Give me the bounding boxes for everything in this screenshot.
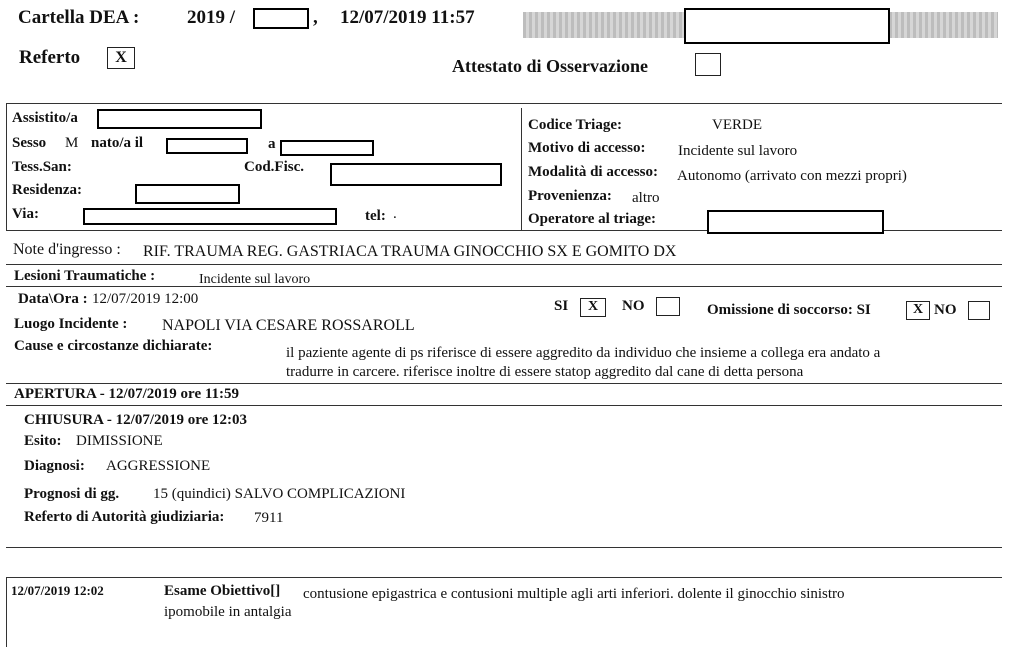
sesso-label: Sesso <box>12 135 47 151</box>
divider-chiusura-bottom <box>6 547 1002 548</box>
no-checkbox[interactable] <box>656 297 680 316</box>
cartella-year: 2019 / <box>187 7 236 28</box>
lesioni-value: Incidente sul lavoro <box>199 272 311 287</box>
redacted-birthdate <box>166 138 248 154</box>
referto-autorita-label: Referto di Autorità giudiziaria: <box>24 509 225 525</box>
prognosi-label: Prognosi di gg. <box>24 486 120 502</box>
exam-top-border <box>6 577 1002 578</box>
note-ingresso-label: Note d'ingresso : <box>13 241 121 258</box>
divider-lesioni <box>6 286 1002 287</box>
omissione-si-checkbox[interactable]: X <box>906 301 930 320</box>
si-checkbox[interactable]: X <box>580 298 606 317</box>
codfisc-label: Cod.Fisc. <box>244 159 304 175</box>
redacted-codfisc <box>330 163 502 186</box>
codice-triage-label: Codice Triage: <box>528 117 623 133</box>
omissione-no-label: NO <box>934 302 957 318</box>
omissione-no-checkbox[interactable] <box>968 301 990 320</box>
redacted-operatore <box>707 210 884 234</box>
attestato-checkbox[interactable] <box>695 53 721 76</box>
redacted-header-field <box>684 8 890 44</box>
cartella-separator: , <box>313 7 318 28</box>
tel-label: tel: <box>365 208 386 224</box>
tessera-label: Tess.San: <box>12 159 72 175</box>
motivo-value: Incidente sul lavoro <box>678 143 798 159</box>
dataora-label: Data\Ora : <box>18 291 88 307</box>
divider-note <box>6 264 1002 265</box>
apertura-label: APERTURA - 12/07/2019 ore 11:59 <box>14 386 240 402</box>
esito-value: DIMISSIONE <box>76 433 163 449</box>
luogo-nascita-label: a <box>268 136 276 152</box>
luogo-incidente-label: Luogo Incidente : <box>14 316 128 332</box>
tel-value: . <box>393 206 397 222</box>
chiusura-label: CHIUSURA - 12/07/2019 ore 12:03 <box>24 412 248 428</box>
codice-triage-value: VERDE <box>712 117 762 133</box>
referto-label: Referto <box>19 47 81 68</box>
redacted-assistito <box>97 109 262 129</box>
redacted-residenza <box>135 184 240 204</box>
referto-checkbox[interactable]: X <box>107 47 135 69</box>
box-divider <box>521 108 522 230</box>
box-left-border <box>6 103 7 230</box>
modalita-value: Autonomo (arrivato con mezzi propri) <box>677 168 907 184</box>
cause-line-2: tradurre in carcere. riferisce inoltre di essere statop aggredito dal cane di detta persona <box>286 364 804 380</box>
sesso-value: M <box>65 135 79 151</box>
cause-line-1: il paziente agente di ps riferisce di essere aggredito da individuo che insieme a collega era andato a <box>286 345 881 361</box>
exam-text-line-1: contusione epigastrica e contusioni multiple agli arti inferiori. dolente il ginocchio sinistro <box>303 586 845 602</box>
lesioni-label: Lesioni Traumatiche : <box>14 268 156 284</box>
exam-datetime: 12/07/2019 12:02 <box>11 583 104 598</box>
dataora-value: 12/07/2019 12:00 <box>92 291 199 307</box>
diagnosi-label: Diagnosi: <box>24 458 85 474</box>
modalita-label: Modalità di accesso: <box>528 164 658 180</box>
via-label: Via: <box>12 206 39 222</box>
exam-left-border <box>6 577 7 647</box>
box-top-border <box>6 103 1002 104</box>
prognosi-value: 15 (quindici) SALVO COMPLICAZIONI <box>153 486 406 502</box>
referto-autorita-value: 7911 <box>254 510 284 526</box>
motivo-label: Motivo di accesso: <box>528 140 646 156</box>
exam-text-line-2: ipomobile in antalgia <box>164 604 292 620</box>
assistito-label: Assistito/a <box>12 110 78 126</box>
note-ingresso-value: RIF. TRAUMA REG. GASTRIACA TRAUMA GINOCCHIO SX E GOMITO DX <box>143 243 677 260</box>
redacted-via <box>83 208 337 225</box>
cartella-label: Cartella DEA : <box>18 7 140 28</box>
redacted-birthplace <box>280 140 374 156</box>
nato-label: nato/a il <box>91 135 144 151</box>
exam-title: Esame Obiettivo[] <box>164 583 281 599</box>
luogo-incidente-value: NAPOLI VIA CESARE ROSSAROLL <box>162 317 415 334</box>
cartella-datetime: 12/07/2019 11:57 <box>340 7 475 28</box>
attestato-label: Attestato di Osservazione <box>452 56 648 76</box>
provenienza-value: altro <box>632 190 660 206</box>
diagnosi-value: AGGRESSIONE <box>106 458 211 474</box>
redacted-cartella-number <box>253 8 309 29</box>
operatore-label: Operatore al triage: <box>528 211 657 227</box>
divider-apertura-bottom <box>6 405 1002 406</box>
omissione-label: Omissione di soccorso: SI <box>707 302 871 318</box>
no-label: NO <box>622 298 645 314</box>
cause-label: Cause e circostanze dichiarate: <box>14 338 213 354</box>
esito-label: Esito: <box>24 433 62 449</box>
divider-apertura-top <box>6 383 1002 384</box>
si-label: SI <box>554 298 569 314</box>
provenienza-label: Provenienza: <box>528 188 612 204</box>
residenza-label: Residenza: <box>12 182 82 198</box>
